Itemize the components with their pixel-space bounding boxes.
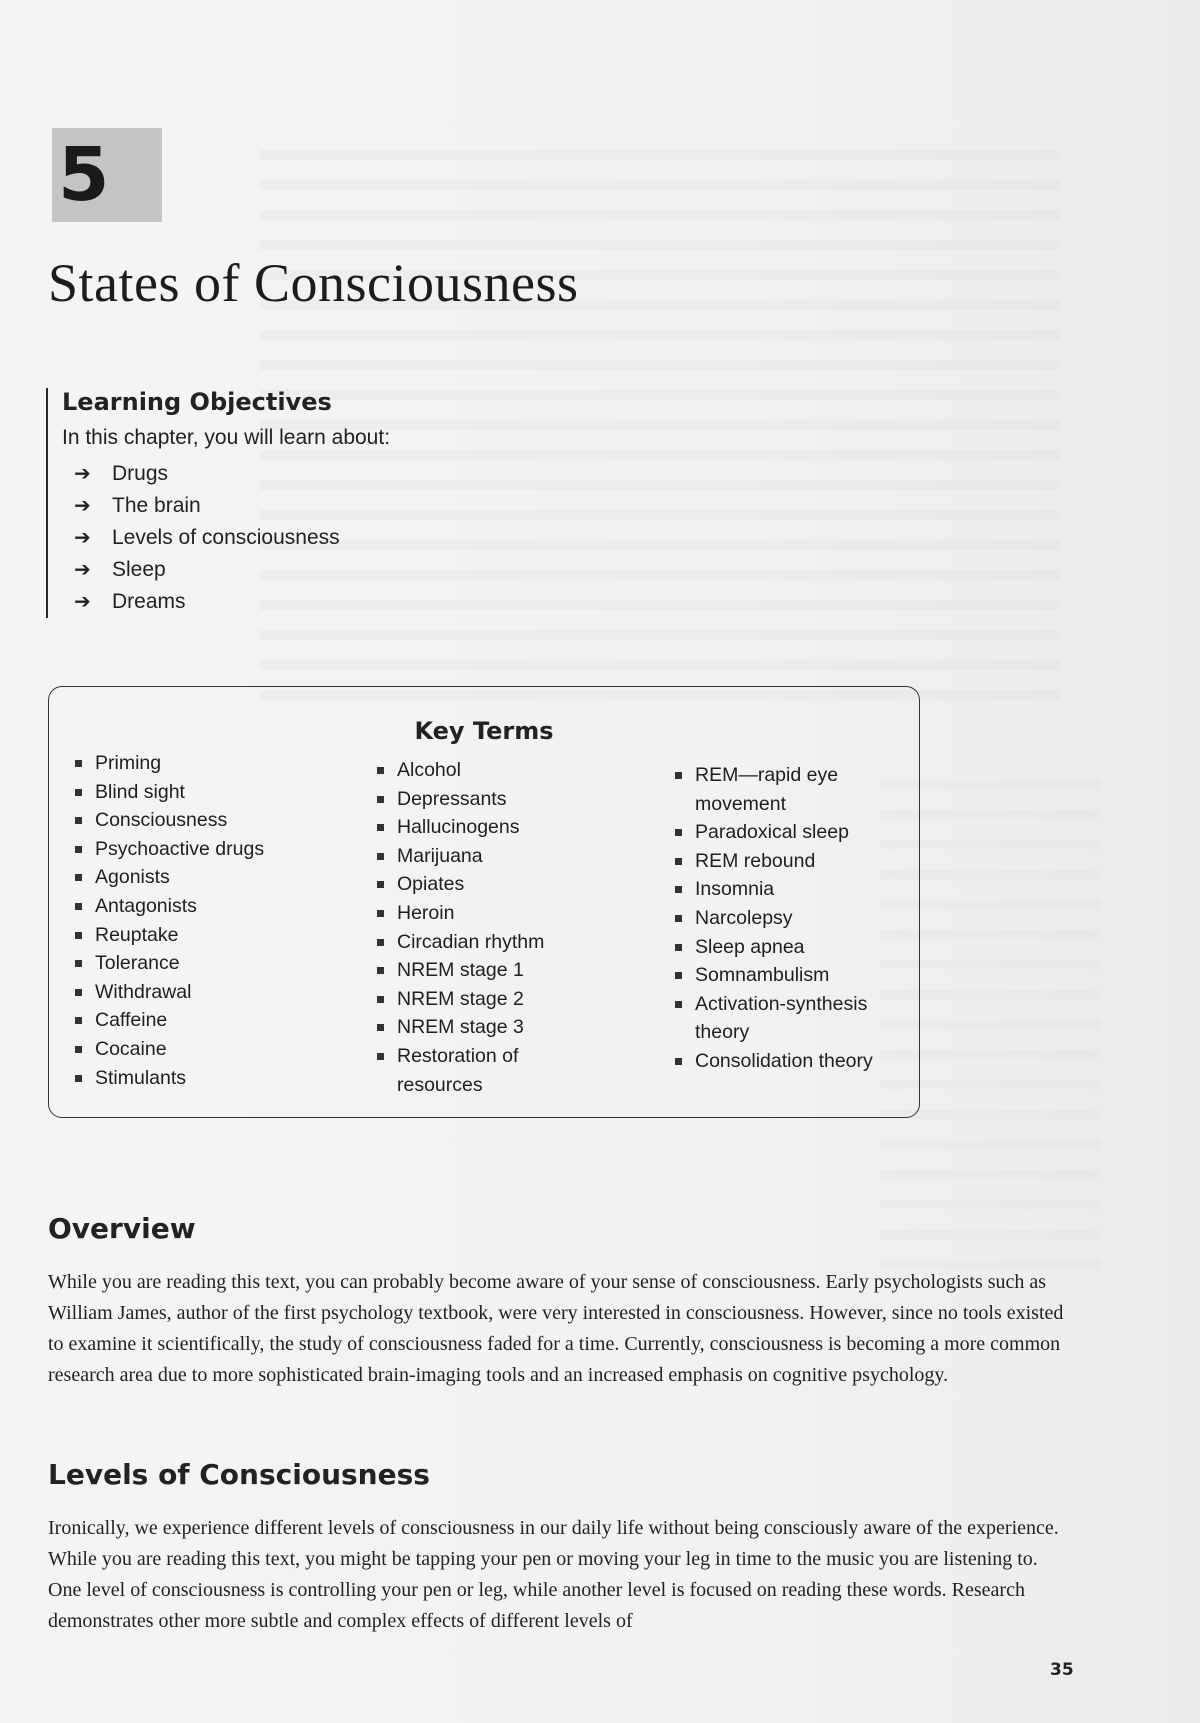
key-term: Agonists (73, 863, 264, 892)
key-term: Narcolepsy (673, 904, 913, 933)
key-term: Consciousness (73, 806, 264, 835)
objective-label: Drugs (112, 462, 169, 485)
levels-of-consciousness-paragraph: Ironically, we experience different levels of consciousness in our daily life without being consciously aware of the experience. While you are reading this text, you might be tapping your pen or moving your leg in time to the music you are listening to. One level of consciousness is controlling your pen or leg, while another level is focused on reading these words. Research demonstrates other more subtle and complex effects of different levels of (48, 1517, 1059, 1632)
key-term: Heroin (375, 899, 544, 928)
key-term: Antagonists (73, 892, 264, 921)
key-term: Opiates (375, 870, 544, 899)
learning-objectives (46, 388, 482, 618)
key-term: Alcohol (375, 756, 544, 785)
arrow-right-icon: ➔ (74, 495, 91, 517)
chapter-title: States of Consciousness (48, 253, 579, 313)
key-term: Reuptake (73, 921, 264, 950)
objective-item (74, 490, 482, 522)
key-term: Paradoxical sleep (673, 818, 913, 847)
key-term: Caffeine (73, 1006, 264, 1035)
key-term: Marijuana (375, 842, 544, 871)
key-term: NREM stage 1 (375, 956, 544, 985)
objective-label: Dreams (112, 590, 186, 613)
key-term: Psychoactive drugs (73, 835, 264, 864)
objective-item (74, 586, 482, 618)
arrow-right-icon: ➔ (74, 463, 91, 485)
key-term: Cocaine (73, 1035, 264, 1064)
levels-of-consciousness-heading: Levels of Consciousness (48, 1458, 430, 1491)
key-term-line: REM—rapid eye (695, 764, 839, 786)
objective-label: Sleep (112, 558, 166, 581)
objective-item (74, 554, 482, 586)
chapter-number: 5 (58, 132, 110, 218)
key-term (375, 1042, 544, 1099)
key-term: Insomnia (673, 875, 913, 904)
key-terms-column-3 (673, 761, 913, 1076)
key-term: Hallucinogens (375, 813, 544, 842)
page-number: 35 (1050, 1660, 1074, 1680)
overview-paragraph: While you are reading this text, you can probably become aware of your sense of consciousness. Early psychologists such as William James, author of the first psychology textbook, were very interested in consciousness. However, since no tools existed to examine it scientifically, the study of consciousness faded for a time. Currently, consciousness is becoming a more common research area due to more sophisticated brain-imaging tools and an increased emphasis on cognitive psychology. (48, 1271, 1064, 1386)
key-terms-heading: Key Terms (414, 717, 554, 745)
key-term-line: resources (397, 1073, 483, 1096)
objective-item (74, 522, 482, 554)
key-term (673, 761, 913, 818)
key-terms-column-1 (73, 749, 264, 1092)
key-term-line: Activation-synthesis (695, 992, 868, 1015)
key-terms-box (48, 686, 920, 1118)
learning-objectives-heading: Learning Objectives (62, 388, 332, 416)
objective-label: The brain (112, 494, 201, 517)
key-term: NREM stage 3 (375, 1013, 544, 1042)
key-term (673, 990, 913, 1047)
arrow-right-icon: ➔ (74, 559, 91, 581)
learning-objectives-list (62, 458, 482, 618)
overview-heading: Overview (48, 1212, 196, 1245)
key-terms-column-2 (375, 756, 544, 1099)
key-term: Consolidation theory (673, 1047, 913, 1076)
key-term: REM rebound (673, 847, 913, 876)
arrow-right-icon: ➔ (74, 591, 91, 613)
arrow-right-icon: ➔ (74, 527, 91, 549)
key-term: Stimulants (73, 1064, 264, 1093)
key-term: Priming (73, 749, 264, 778)
key-term: Sleep apnea (673, 933, 913, 962)
objective-label: Levels of consciousness (112, 526, 340, 549)
chapter-number-block (52, 128, 162, 222)
key-term: Tolerance (73, 949, 264, 978)
key-term-line: movement (695, 792, 787, 815)
key-term: Depressants (375, 785, 544, 814)
key-term: Withdrawal (73, 978, 264, 1007)
key-term: Somnambulism (673, 961, 913, 990)
objective-item (74, 458, 482, 490)
key-term: Circadian rhythm (375, 928, 544, 957)
key-term-line: Restoration of (397, 1044, 519, 1067)
key-term: Blind sight (73, 778, 264, 807)
learning-objectives-intro: In this chapter, you will learn about: (62, 426, 391, 449)
key-term-line: theory (695, 1021, 750, 1044)
key-term: NREM stage 2 (375, 985, 544, 1014)
